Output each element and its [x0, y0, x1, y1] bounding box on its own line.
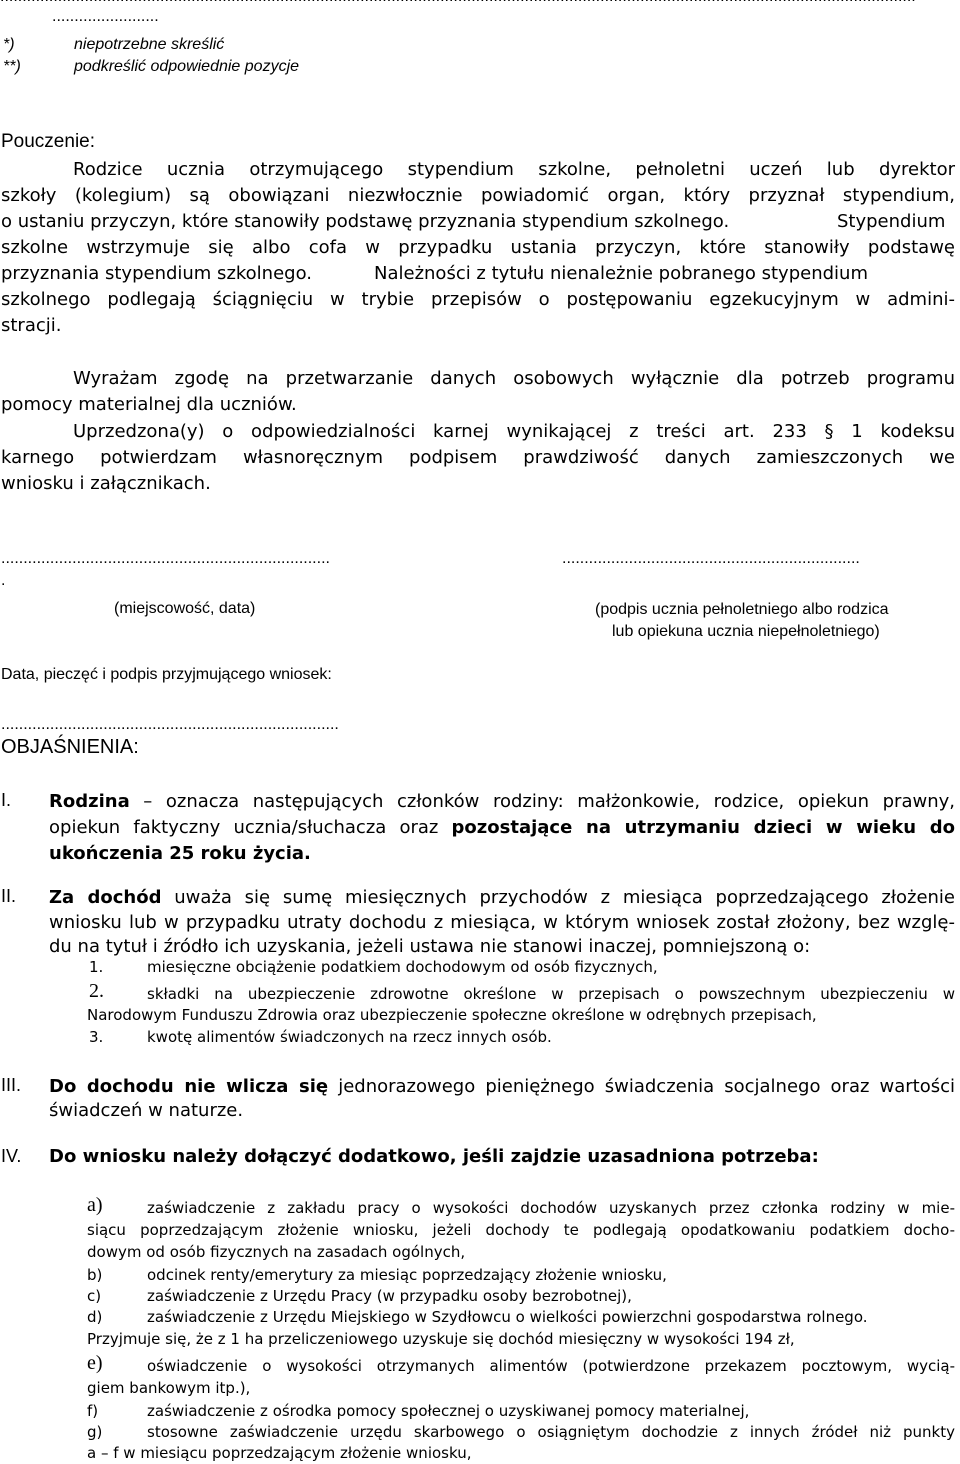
- top-dotted-line-2: ........................: [52, 8, 159, 25]
- section-III-line-2: świadczeń w naturze.: [49, 1100, 244, 1121]
- section-I-line-3: ukończenia 25 roku życia.: [49, 843, 311, 864]
- zgoda-line-4: karnego potwierdzam własnoręcznym podpisem prawdziwość danych zamieszczonych we: [1, 447, 955, 468]
- signature-label-2: lub opiekuna ucznia niepełnoletniego): [612, 623, 880, 640]
- section-IV-item-e-letter: e): [87, 1352, 103, 1374]
- pouczenie-line-5: przyznania stypendium szkolnego.: [1, 263, 313, 284]
- zgoda-line-3: Uprzedzona(y) o odpowiedzialności karnej wynikającej z treści art. 233 § 1 kodeksu: [73, 421, 955, 442]
- top-dotted-line: [0, 0, 960, 6]
- pouczenie-line-5b: Należności z tytułu nienależnie pobranego stypendium: [374, 263, 868, 284]
- section-IV-item-b-letter: b): [87, 1266, 103, 1284]
- pouczenie-line-1: Rodzice ucznia otrzymującego stypendium szkolne, pełnoletni uczeń lub dyrektor: [73, 159, 955, 180]
- footnote-text-1: niepotrzebne skreślić: [74, 36, 225, 53]
- section-III-number: III.: [1, 1075, 22, 1095]
- section-II-item-1-number: 1.: [89, 958, 104, 976]
- section-II-line-1: Za dochód uważa się sumę miesięcznych przychodów z miesiąca poprzedzającego złożenie: [49, 887, 956, 908]
- signature-label-1: (podpis ucznia pełnoletniego albo rodzica: [595, 601, 889, 618]
- place-date-dot: .: [1, 572, 6, 589]
- section-IV-item-c-letter: c): [87, 1287, 102, 1305]
- section-IV-item-g-letter: g): [87, 1423, 103, 1441]
- zgoda-line-5: wniosku i załącznikach.: [1, 473, 211, 494]
- section-IV-item-a-letter: a): [87, 1194, 103, 1216]
- pouczenie-line-2: szkoły (kolegium) są obowiązani niezwłocznie powiadomić organ, który przyznał stypendium,: [1, 185, 955, 206]
- section-IV-item-d-letter: d): [87, 1308, 103, 1326]
- zgoda-line-2: pomocy materialnej dla uczniów.: [1, 394, 297, 415]
- section-II-item-3-number: 3.: [89, 1028, 104, 1046]
- signature-dots: ...................................................................: [562, 550, 860, 567]
- receiver-label: Data, pieczęć i podpis przyjmującego wniosek:: [1, 666, 332, 683]
- section-IV-heading: Do wniosku należy dołączyć dodatkowo, jeśli zajdzie uzasadniona potrzeba:: [49, 1146, 819, 1167]
- section-III-line-1: Do dochodu nie wlicza się jednorazowego pieniężnego świadczenia socjalnego oraz wartości: [49, 1076, 955, 1097]
- section-IV-item-d-line-1: zaświadczenie z Urzędu Miejskiego w Szydłowcu o wielkości powierzchni gospodarstwa rolnego.: [147, 1308, 868, 1326]
- pouczenie-line-4: szkolne wstrzymuje się albo cofa w przypadku ustania przyczyn, które stanowiły podstawę: [1, 237, 955, 258]
- place-date-dots: ..........................................................................: [1, 550, 330, 567]
- section-II-number: II.: [1, 886, 17, 906]
- section-I-line-2: opiekun faktyczny ucznia/słuchacza oraz pozostające na utrzymaniu dzieci w wieku do: [49, 817, 955, 838]
- section-IV-item-g-line-2: a – f w miesiącu poprzedzającym złożenie wniosku,: [87, 1444, 472, 1462]
- section-IV-item-a-line-1: zaświadczenie z zakładu pracy o wysokości dochodów uzyskanych przez członka rodziny w mie-: [147, 1199, 955, 1217]
- section-IV-item-e-line-2: giem bankowym itp.),: [87, 1379, 251, 1397]
- footnote-text-2: podkreślić odpowiednie pozycje: [74, 58, 300, 75]
- section-II-item-2-text-2: Narodowym Funduszu Zdrowia oraz ubezpieczenie społeczne określone w odrębnych przepisach,: [87, 1006, 817, 1024]
- place-date-label: (miejscowość, data): [114, 600, 256, 617]
- section-IV-item-c-line-1: zaświadczenie z Urzędu Pracy (w przypadku osoby bezrobotnej),: [147, 1287, 632, 1305]
- section-IV-item-a-line-3: dowym od osób fizycznych na zasadach ogólnych,: [87, 1243, 466, 1261]
- section-II-line-2: wniosku lub w przypadku utraty dochodu z miesiąca, w którym wniosek został złożony, bez wzglę-: [49, 912, 955, 933]
- section-II-line-3: du na tytuł i źródło ich uzyskania, jeżeli ustawa nie stanowi inaczej, pomniejszoną o:: [49, 936, 811, 957]
- section-IV-item-f-letter: f): [87, 1402, 99, 1420]
- footnote-mark-1: *): [3, 36, 15, 53]
- section-IV-item-f-line-1: zaświadczenie z ośrodka pomocy społecznej o uzyskiwanej pomocy materialnej,: [147, 1402, 750, 1420]
- section-I-line-1: Rodzina – oznacza następujących członków rodziny: małżonkowie, rodzice, opiekun prawny,: [49, 791, 955, 812]
- section-I-number: I.: [1, 790, 12, 810]
- pouczenie-line-7: stracji.: [1, 315, 62, 336]
- section-IV-number: IV.: [1, 1146, 22, 1166]
- section-II-item-2-text: składki na ubezpieczenie zdrowotne określone w przepisach o powszechnym ubezpieczeniu w: [147, 985, 955, 1003]
- section-IV-item-e-line-1: oświadczenie o wysokości otrzymanych alimentów (potwierdzone przekazem pocztowym, wycią-: [147, 1357, 955, 1375]
- section-II-item-3-text: kwotę alimentów świadczonych na rzecz innych osób.: [147, 1028, 552, 1046]
- section-II-item-2-number: 2.: [89, 980, 104, 1002]
- pouczenie-heading: Pouczenie:: [1, 131, 96, 152]
- pouczenie-line-3b: Stypendium: [837, 211, 946, 232]
- section-IV-item-g-line-1: stosowne zaświadczenie urzędu skarbowego o osiągniętym dochodzie z innych źródeł niż punkty: [147, 1423, 955, 1441]
- pouczenie-line-3: o ustaniu przyczyn, które stanowiły podstawę przyznania stypendium szkolnego.: [1, 211, 730, 232]
- objasnienia-heading: OBJAŚNIENIA:: [1, 736, 139, 758]
- section-II-item-1-text: miesięczne obciążenie podatkiem dochodowym od osób fizycznych,: [147, 958, 658, 976]
- zgoda-line-1: Wyrażam zgodę na przetwarzanie danych osobowych wyłącznie dla potrzeb programu: [73, 368, 955, 389]
- footnote-mark-2: **): [3, 58, 21, 75]
- receiver-dots: ............................................................................: [1, 716, 339, 733]
- section-IV-item-b-line-1: odcinek renty/emerytury za miesiąc poprzedzający złożenie wniosku,: [147, 1266, 667, 1284]
- section-IV-item-a-line-2: siącu poprzedzającym złożenie wniosku, jeżeli dochody te podlegają opodatkowaniu podatkiem docho-: [87, 1221, 955, 1239]
- section-IV-item-d-line-2: Przyjmuje się, że z 1 ha przeliczeniowego uzyskuje się dochód miesięczny w wysokości 194 zł,: [87, 1330, 795, 1348]
- pouczenie-line-6: szkolnego podlegają ściągnięciu w trybie przepisów o postępowaniu egzekucyjnym w admini-: [1, 289, 955, 310]
